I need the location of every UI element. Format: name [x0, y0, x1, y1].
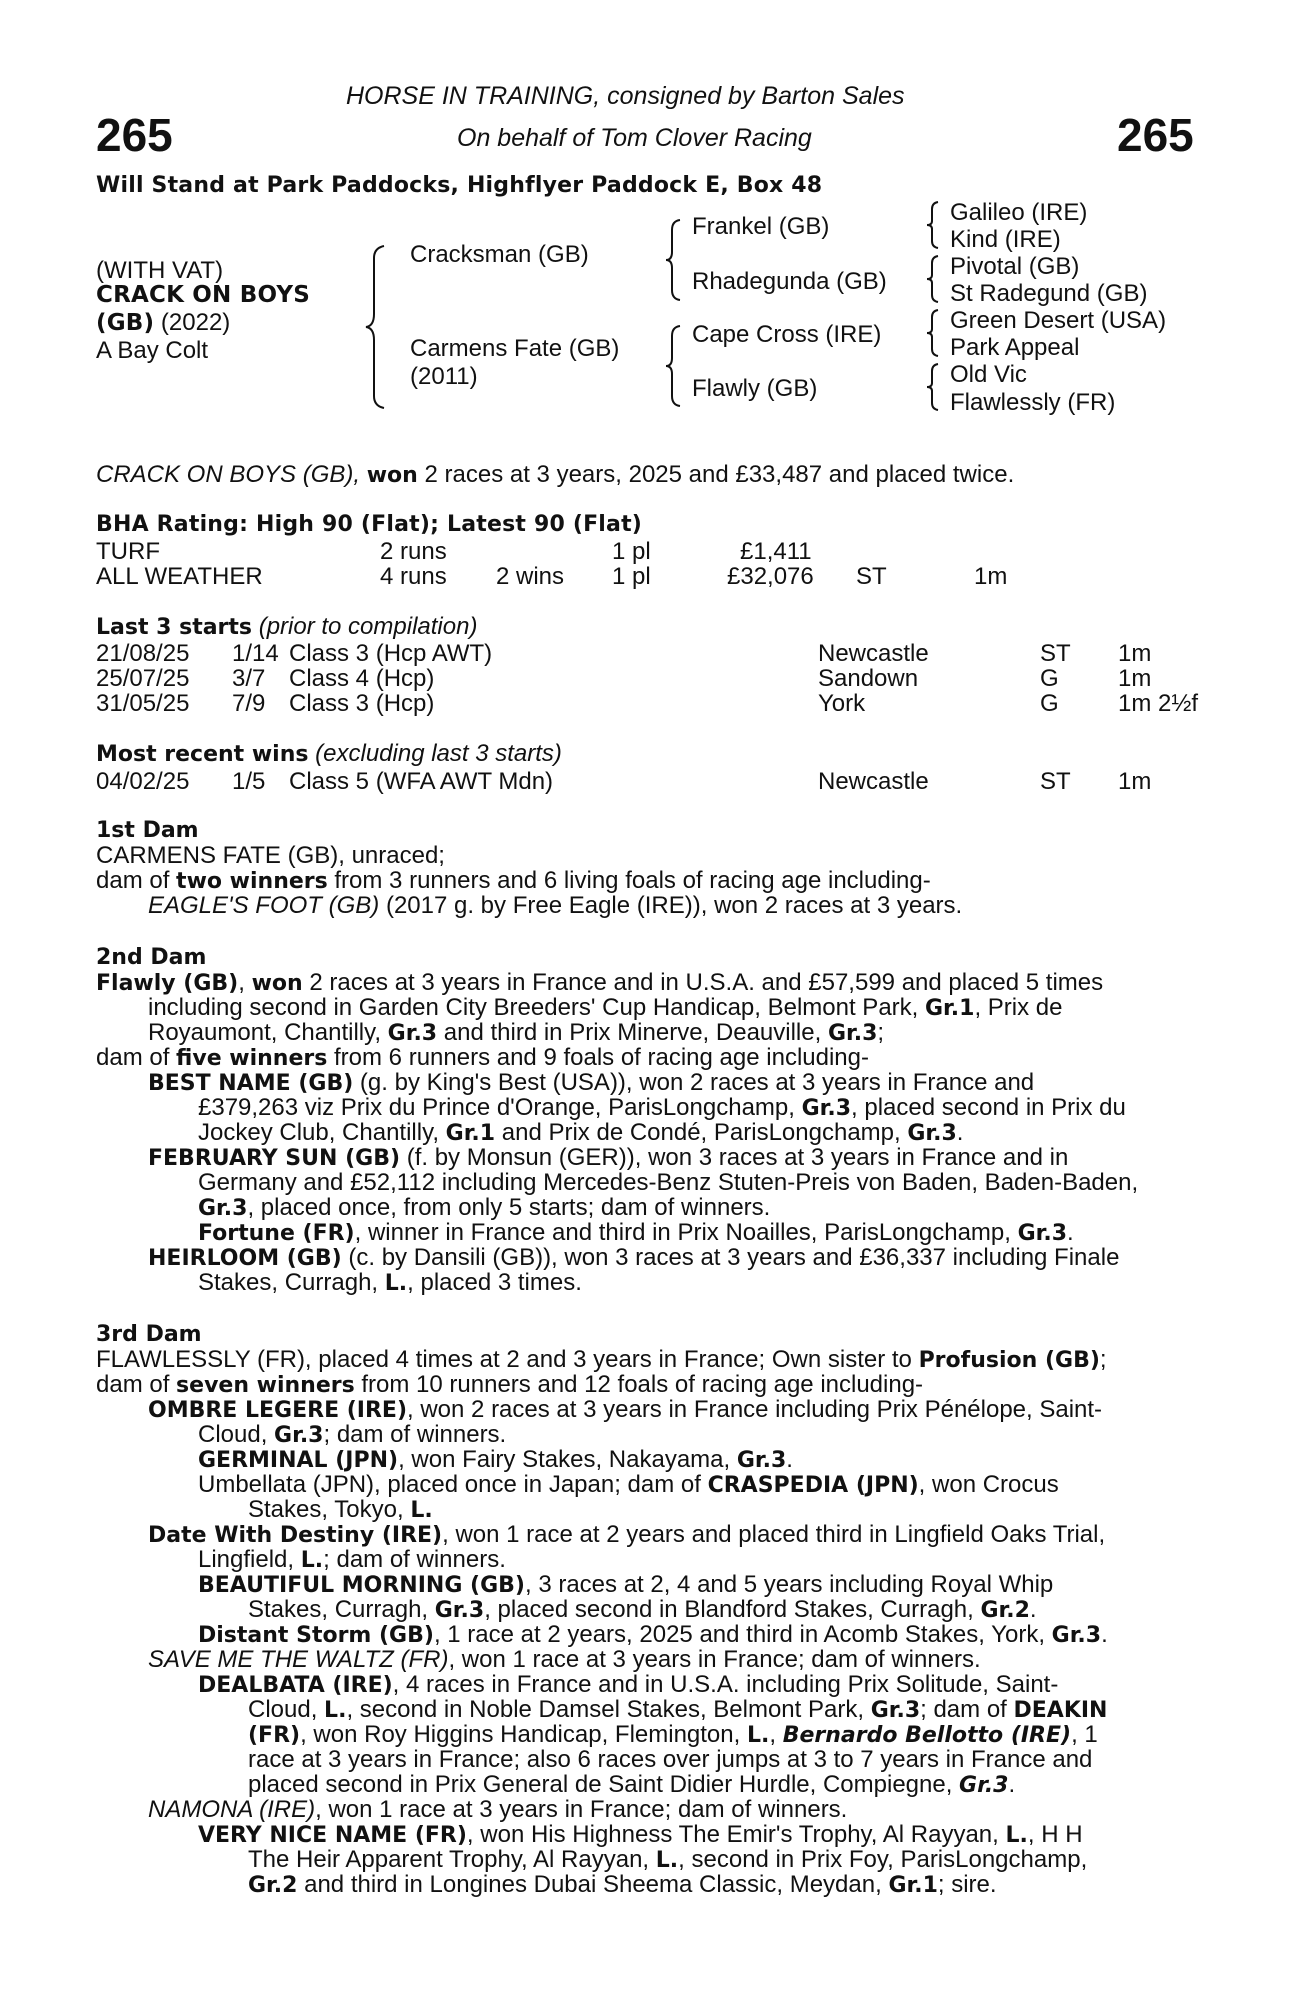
t: (2017 g. by Free Eagle (IRE)), won 2 races at 3 years.	[379, 892, 963, 919]
rating-prize: £1,411	[740, 538, 812, 565]
t: .	[786, 1446, 793, 1473]
t: ;	[877, 1019, 885, 1046]
last3-heading	[96, 614, 477, 641]
second-dam-line	[198, 1120, 963, 1146]
t: , second in Prix Foy, ParisLongchamp,	[678, 1846, 1088, 1873]
t: , won 2 races at 3 years in France including Prix Pénélope, Saint-	[407, 1396, 1103, 1423]
t: ;	[1099, 1346, 1107, 1373]
stabling-info: Will Stand at Park Paddocks, Highflyer Paddock E, Box 48	[96, 173, 823, 198]
dss-name: Green Desert (USA)	[950, 307, 1167, 334]
t: Gr.3	[736, 1448, 787, 1473]
t: The Heir Apparent Trophy, Al Rayyan,	[248, 1846, 656, 1873]
rating-distance: 1m	[974, 563, 1008, 590]
lot-number-left: 265	[96, 109, 173, 161]
t: , 4 races in France and in U.S.A. including Prix Solitude, Saint-	[392, 1671, 1059, 1698]
t: ,	[238, 969, 252, 996]
third-dam-line	[198, 1447, 793, 1473]
second-dam-line	[148, 995, 1062, 1021]
lot-number-right: 265	[1117, 109, 1194, 161]
third-dam-line	[198, 1672, 1058, 1698]
last3-note: (prior to compilation)	[252, 613, 478, 640]
t: Gr.2	[248, 1873, 298, 1898]
t: 2 races at 3 years in France and in U.S.A. and £57,599 and placed 5 times	[302, 969, 1104, 996]
vat-note: (WITH VAT)	[96, 257, 224, 284]
t: DEALBATA (IRE)	[198, 1673, 393, 1698]
dam-sire: Cape Cross (IRE)	[692, 321, 882, 348]
t: L.	[746, 1723, 770, 1748]
t: from 10 runners and 12 foals of racing age including-	[354, 1371, 924, 1398]
t: dam of	[96, 1044, 177, 1071]
start-going: ST	[1040, 640, 1071, 667]
t: Gr.3	[1017, 1221, 1068, 1246]
t: Gr.3	[907, 1121, 957, 1146]
second-dam-line	[198, 1220, 1074, 1246]
third-dam-line	[248, 1847, 1087, 1873]
start-going: G	[1040, 690, 1059, 717]
second-dam-heading: 2nd Dam	[96, 945, 207, 970]
t: .	[1029, 1596, 1037, 1623]
t: , won Fairy Stakes, Nakayama,	[398, 1446, 737, 1473]
second-dam-line	[96, 970, 1103, 996]
third-dam-line	[96, 1347, 1107, 1373]
t: VERY NICE NAME (FR)	[198, 1823, 467, 1848]
consignment-subtitle: On behalf of Tom Clover Racing	[457, 124, 812, 152]
t: Royaumont, Chantilly,	[148, 1019, 388, 1046]
t: (FR)	[248, 1723, 301, 1748]
t: Cloud,	[248, 1696, 325, 1723]
t: NAMONA (IRE)	[148, 1796, 316, 1823]
t: L.	[655, 1848, 679, 1873]
start-position: 7/9	[232, 690, 266, 717]
start-going: G	[1040, 665, 1059, 692]
t: , placed 3 times.	[407, 1269, 582, 1296]
dam-name: Carmens Fate (GB)	[410, 335, 620, 362]
t: and Prix de Condé, ParisLongchamp,	[495, 1119, 908, 1146]
t: Gr.3	[198, 1196, 248, 1221]
t: , 1	[1071, 1721, 1098, 1748]
t: Gr.3	[434, 1598, 485, 1623]
t: .	[956, 1119, 964, 1146]
third-dam-line	[198, 1622, 1108, 1648]
start-course: Sandown	[818, 665, 919, 692]
t: L.	[300, 1548, 324, 1573]
sss-name: Galileo (IRE)	[950, 199, 1088, 226]
t: placed second in Prix General de Saint Didier Hurdle, Compiegne,	[248, 1771, 960, 1798]
ds-bracket	[926, 308, 942, 358]
win-race: Class 5 (WFA AWT Mdn)	[289, 768, 554, 795]
t: Gr.3	[274, 1423, 324, 1448]
t: Fortune (FR)	[198, 1221, 355, 1246]
t: HEIRLOOM (GB)	[148, 1246, 342, 1271]
sire-name: Cracksman (GB)	[410, 241, 589, 268]
start-position: 3/7	[232, 665, 266, 692]
bha-rating: BHA Rating: High 90 (Flat); Latest 90 (Flat)	[96, 512, 643, 537]
t: Gr.3	[387, 1021, 438, 1046]
t: OMBRE LEGERE (IRE)	[148, 1398, 408, 1423]
dam-dam: Flawly (GB)	[692, 375, 818, 402]
third-dam-line	[248, 1497, 433, 1523]
summary-text: 2 races at 3 years, 2025 and £33,487 and placed twice.	[417, 461, 1015, 488]
t: BEAUTIFUL MORNING (GB)	[198, 1573, 525, 1598]
start-position: 1/14	[232, 640, 279, 667]
t: Lingfield,	[198, 1546, 301, 1573]
t: Cloud,	[198, 1421, 275, 1448]
third-dam-line	[198, 1472, 1059, 1498]
rating-runs: 2 runs	[380, 538, 447, 565]
third-dam-line	[198, 1572, 1053, 1598]
t: (f. by Monsun (GER)), won 3 races at 3 years in France and in	[400, 1144, 1069, 1171]
t: including second in Garden City Breeders' Cup Handicap, Belmont Park,	[148, 994, 925, 1021]
t: , 1 race at 2 years, 2025 and third in Acomb Stakes, York,	[433, 1621, 1052, 1648]
t: , 3 races at 2, 4 and 5 years including Royal Whip	[524, 1571, 1054, 1598]
win-date: 04/02/25	[96, 768, 190, 795]
horse-year: (2022)	[154, 309, 231, 336]
rating-wins: 2 wins	[496, 563, 565, 590]
first-dam-line	[148, 893, 962, 918]
sdd-name: St Radegund (GB)	[950, 280, 1148, 307]
sds-name: Pivotal (GB)	[950, 253, 1080, 280]
t: BEST NAME (GB)	[148, 1071, 354, 1096]
t: Bernardo Bellotto (IRE)	[782, 1723, 1072, 1748]
start-date: 31/05/25	[96, 690, 190, 717]
t: (g. by King's Best (USA)), won 2 races at 3 years in France and	[353, 1069, 1035, 1096]
second-dam-line	[198, 1270, 582, 1296]
t: .	[1101, 1621, 1108, 1648]
t: , won Roy Higgins Handicap, Flemington,	[300, 1721, 747, 1748]
t: L.	[384, 1271, 408, 1296]
t: Gr.2	[980, 1598, 1030, 1623]
t: GERMINAL (JPN)	[198, 1448, 399, 1473]
dsd-name: Park Appeal	[950, 334, 1080, 361]
ddd-name: Flawlessly (FR)	[950, 389, 1116, 416]
t: ; sire.	[937, 1871, 997, 1898]
ss-bracket	[926, 200, 942, 250]
start-course: Newcastle	[818, 640, 929, 667]
t: Stakes, Tokyo,	[248, 1496, 411, 1523]
win-position: 1/5	[232, 768, 266, 795]
win-course: Newcastle	[818, 768, 929, 795]
horse-country-year	[96, 310, 230, 336]
t: Gr.3	[870, 1698, 921, 1723]
win-going: ST	[1040, 768, 1071, 795]
start-date: 21/08/25	[96, 640, 190, 667]
t: , won His Highness The Emir's Trophy, Al Rayyan,	[466, 1821, 1006, 1848]
ssd-name: Kind (IRE)	[950, 226, 1061, 253]
start-distance: 1m	[1118, 640, 1152, 667]
rating-placed: 1 pl	[612, 563, 651, 590]
sire-parents-bracket	[664, 218, 684, 302]
t: , H H	[1027, 1821, 1083, 1848]
race-summary	[96, 462, 1014, 489]
t: CRASPEDIA (JPN)	[707, 1473, 919, 1498]
t: Stakes, Curragh,	[248, 1596, 435, 1623]
second-dam-line	[96, 1045, 869, 1071]
rating-runs: 4 runs	[380, 563, 447, 590]
t: , placed second in Blandford Stakes, Curragh,	[484, 1596, 981, 1623]
third-dam-line	[148, 1797, 847, 1822]
second-dam-line	[148, 1245, 1119, 1271]
t: Profusion (GB)	[918, 1348, 1100, 1373]
first-dam-line	[96, 868, 931, 894]
second-dam-line	[148, 1145, 1068, 1171]
t: and third in Prix Minerve, Deauville,	[437, 1019, 828, 1046]
t: , won 1 race at 3 years in France; dam of winners.	[448, 1646, 981, 1673]
t: DEAKIN	[1013, 1698, 1108, 1723]
t: , second in Noble Damsel Stakes, Belmont Park,	[346, 1696, 871, 1723]
third-dam-line	[248, 1597, 1037, 1623]
sire-sire: Frankel (GB)	[692, 213, 830, 240]
t: from 6 runners and 9 foals of racing age including-	[327, 1044, 869, 1071]
t: Gr.1	[445, 1121, 496, 1146]
second-dam-line	[198, 1195, 770, 1221]
t: two winners	[176, 869, 328, 894]
t: from 3 runners and 6 living foals of racing age including-	[327, 867, 931, 894]
t: Gr.3	[827, 1021, 878, 1046]
third-dam-line	[148, 1647, 981, 1672]
t: , placed once, from only 5 starts; dam of winners.	[247, 1194, 771, 1221]
t: ; dam of winners.	[323, 1421, 507, 1448]
rating-going: ST	[856, 563, 887, 590]
t: , won 1 race at 2 years and placed third in Lingfield Oaks Trial,	[442, 1521, 1106, 1548]
horse-description: A Bay Colt	[96, 337, 209, 364]
dd-bracket	[926, 362, 942, 412]
rating-surface: TURF	[96, 538, 160, 565]
t: SAVE ME THE WALTZ (FR)	[148, 1646, 449, 1673]
t: £379,263 viz Prix du Prince d'Orange, ParisLongchamp,	[198, 1094, 802, 1121]
win-distance: 1m	[1118, 768, 1152, 795]
third-dam-line	[198, 1422, 506, 1448]
t: L.	[324, 1698, 347, 1723]
t: and third in Longines Dubai Sheema Classic, Meydan,	[297, 1871, 889, 1898]
start-race: Class 3 (Hcp)	[289, 690, 435, 717]
t: FEBRUARY SUN (GB)	[148, 1146, 401, 1171]
dds-name: Old Vic	[950, 361, 1027, 388]
t: Gr.3	[801, 1096, 852, 1121]
t: ,	[769, 1721, 783, 1748]
first-dam-heading: 1st Dam	[96, 818, 199, 843]
t: won	[251, 971, 303, 996]
t: Date With Destiny (IRE)	[148, 1523, 443, 1548]
sire-dam-bracket	[364, 244, 388, 410]
third-dam-line	[198, 1547, 506, 1573]
rating-prize: £32,076	[727, 563, 814, 590]
t: , won 1 race at 3 years in France; dam of winners.	[315, 1796, 848, 1823]
second-dam-line	[148, 1070, 1034, 1096]
t: .	[1008, 1771, 1016, 1798]
second-dam-line	[148, 1020, 884, 1046]
third-dam-line	[248, 1872, 997, 1898]
first-dam-line: CARMENS FATE (GB), unraced;	[96, 842, 445, 869]
t: EAGLE'S FOOT (GB)	[148, 892, 380, 919]
t: L.	[1005, 1823, 1028, 1848]
sire-dam: Rhadegunda (GB)	[692, 268, 887, 295]
t: L.	[410, 1498, 433, 1523]
recent-title: Most recent wins	[96, 742, 309, 767]
start-distance: 1m	[1118, 665, 1152, 692]
recent-heading	[96, 741, 562, 768]
horse-country: (GB)	[96, 310, 155, 336]
consignment-title: HORSE IN TRAINING, consigned by Barton Sales	[346, 82, 905, 110]
start-race: Class 3 (Hcp AWT)	[289, 640, 493, 667]
t: , placed second in Prix du	[851, 1094, 1126, 1121]
last3-title: Last 3 starts	[96, 615, 253, 640]
t: (c. by Dansili (GB)), won 3 races at 3 years and £36,337 including Finale	[341, 1244, 1120, 1271]
t: .	[1067, 1219, 1074, 1246]
third-dam-line	[148, 1397, 1102, 1423]
second-dam-line	[198, 1095, 1126, 1121]
t: five winners	[176, 1046, 328, 1071]
t: FLAWLESSLY (FR), placed 4 times at 2 and 3 years in France; Own sister to	[96, 1346, 919, 1373]
t: Gr.1	[925, 996, 975, 1021]
third-dam-line	[248, 1697, 1107, 1723]
start-race: Class 4 (Hcp)	[289, 665, 435, 692]
third-dam-line	[248, 1722, 1098, 1748]
t: ; dam of	[920, 1696, 1014, 1723]
rating-surface: ALL WEATHER	[96, 563, 263, 590]
t: dam of	[96, 1371, 177, 1398]
third-dam-line	[96, 1372, 923, 1398]
start-date: 25/07/25	[96, 665, 190, 692]
t: Umbellata (JPN), placed once in Japan; dam of	[198, 1471, 708, 1498]
horse-name: CRACK ON BOYS	[96, 282, 310, 308]
third-dam-line	[148, 1522, 1105, 1548]
second-dam-line: Germany and £52,112 including Mercedes-Benz Stuten-Preis von Baden, Baden-Baden,	[198, 1169, 1139, 1196]
t: seven winners	[176, 1373, 355, 1398]
third-dam-line: race at 3 years in France; also 6 races over jumps at 3 to 7 years in France and	[248, 1746, 1093, 1773]
start-course: York	[818, 690, 866, 717]
t: , won Crocus	[918, 1471, 1059, 1498]
t: , Prix de	[974, 994, 1063, 1021]
t: , winner in France and third in Prix Noailles, ParisLongchamp,	[354, 1219, 1018, 1246]
t: dam of	[96, 867, 177, 894]
t: Gr.3	[1051, 1623, 1102, 1648]
rating-placed: 1 pl	[612, 538, 651, 565]
third-dam-line	[198, 1822, 1083, 1848]
t: ; dam of winners.	[323, 1546, 506, 1573]
recent-note: (excluding last 3 starts)	[308, 740, 562, 767]
dam-year: (2011)	[410, 363, 478, 390]
t: Gr.1	[888, 1873, 938, 1898]
t: Flawly (GB)	[96, 971, 239, 996]
sd-bracket	[926, 254, 942, 304]
dam-parents-bracket	[664, 324, 684, 408]
t: Distant Storm (GB)	[198, 1623, 434, 1648]
t: Stakes, Curragh,	[198, 1269, 385, 1296]
third-dam-heading: 3rd Dam	[96, 1322, 202, 1347]
t: Jockey Club, Chantilly,	[198, 1119, 446, 1146]
summary-horse: CRACK ON BOYS (GB),	[96, 461, 361, 488]
t: Gr.3	[959, 1773, 1009, 1798]
third-dam-line	[248, 1772, 1015, 1798]
summary-won: won	[366, 463, 418, 488]
start-distance: 1m 2½f	[1118, 690, 1199, 717]
